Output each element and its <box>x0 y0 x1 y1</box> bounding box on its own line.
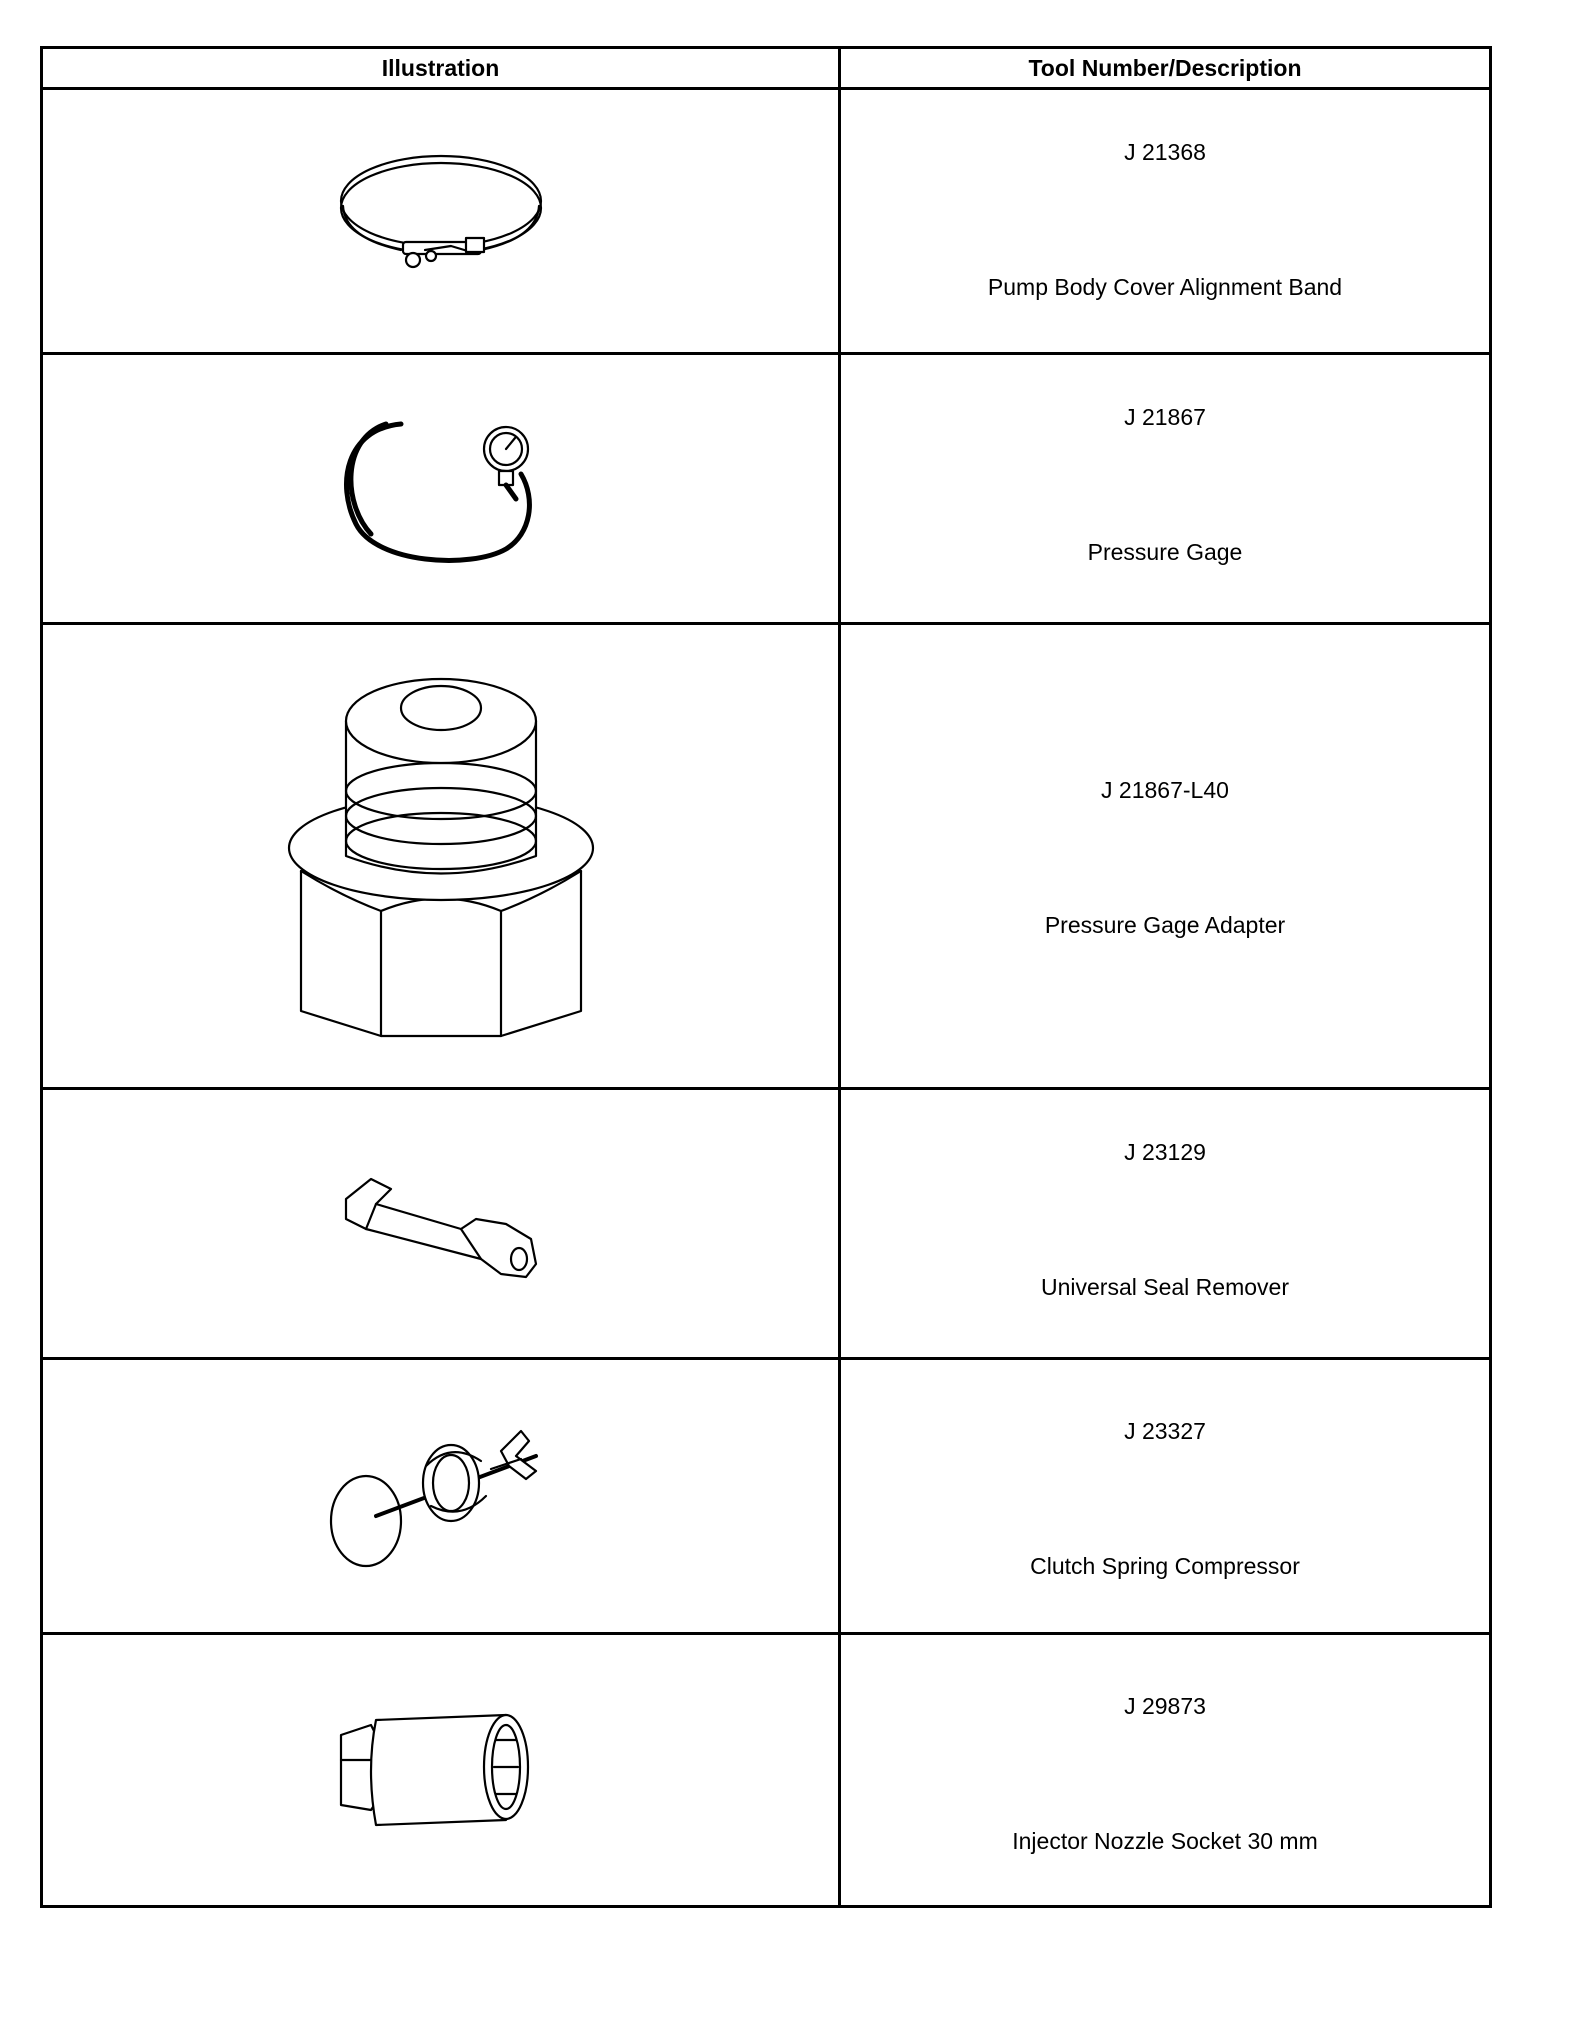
illustration-cell <box>42 89 840 354</box>
tool-description: Injector Nozzle Socket 30 mm <box>1012 1828 1318 1854</box>
tool-description: Pressure Gage <box>1087 539 1243 565</box>
description-cell <box>840 89 1491 354</box>
description-cell <box>840 1089 1491 1359</box>
tool-number: J 21867-L40 <box>1101 777 1229 803</box>
tool-number: J 21368 <box>1124 139 1206 165</box>
tool-description: Universal Seal Remover <box>1041 1274 1289 1300</box>
description-cell <box>840 354 1491 624</box>
table-header-row <box>42 48 1491 89</box>
tool-description: Pump Body Cover Alignment Band <box>987 274 1343 300</box>
alignment-band-icon <box>331 146 551 296</box>
header-tool-description: Tool Number/Description <box>840 48 1491 89</box>
table-row <box>42 624 1491 1089</box>
tool-number: J 21867 <box>1124 404 1206 430</box>
seal-remover-icon <box>331 1159 551 1289</box>
illustration-cell <box>42 354 840 624</box>
tool-number: J 23327 <box>1124 1418 1206 1444</box>
table-row <box>42 1089 1491 1359</box>
pressure-gage-icon <box>331 404 551 574</box>
illustration-cell <box>42 624 840 1089</box>
description-cell <box>840 624 1491 1089</box>
tool-number: J 29873 <box>1124 1693 1206 1719</box>
table-row <box>42 1359 1491 1634</box>
tool-description: Pressure Gage Adapter <box>1044 912 1286 938</box>
header-illustration: Illustration <box>42 48 840 89</box>
tool-table <box>40 46 1492 1908</box>
tool-description: Clutch Spring Compressor <box>1030 1553 1300 1579</box>
tool-number: J 23129 <box>1124 1139 1206 1165</box>
illustration-cell <box>42 1089 840 1359</box>
description-cell <box>840 1359 1491 1634</box>
gage-adapter-icon <box>281 656 601 1056</box>
spring-compressor-icon <box>321 1411 561 1581</box>
nozzle-socket-icon <box>331 1705 551 1835</box>
illustration-cell <box>42 1359 840 1634</box>
table-row <box>42 354 1491 624</box>
table-row <box>42 89 1491 354</box>
description-cell <box>840 1634 1491 1907</box>
illustration-cell <box>42 1634 840 1907</box>
table-row <box>42 1634 1491 1907</box>
